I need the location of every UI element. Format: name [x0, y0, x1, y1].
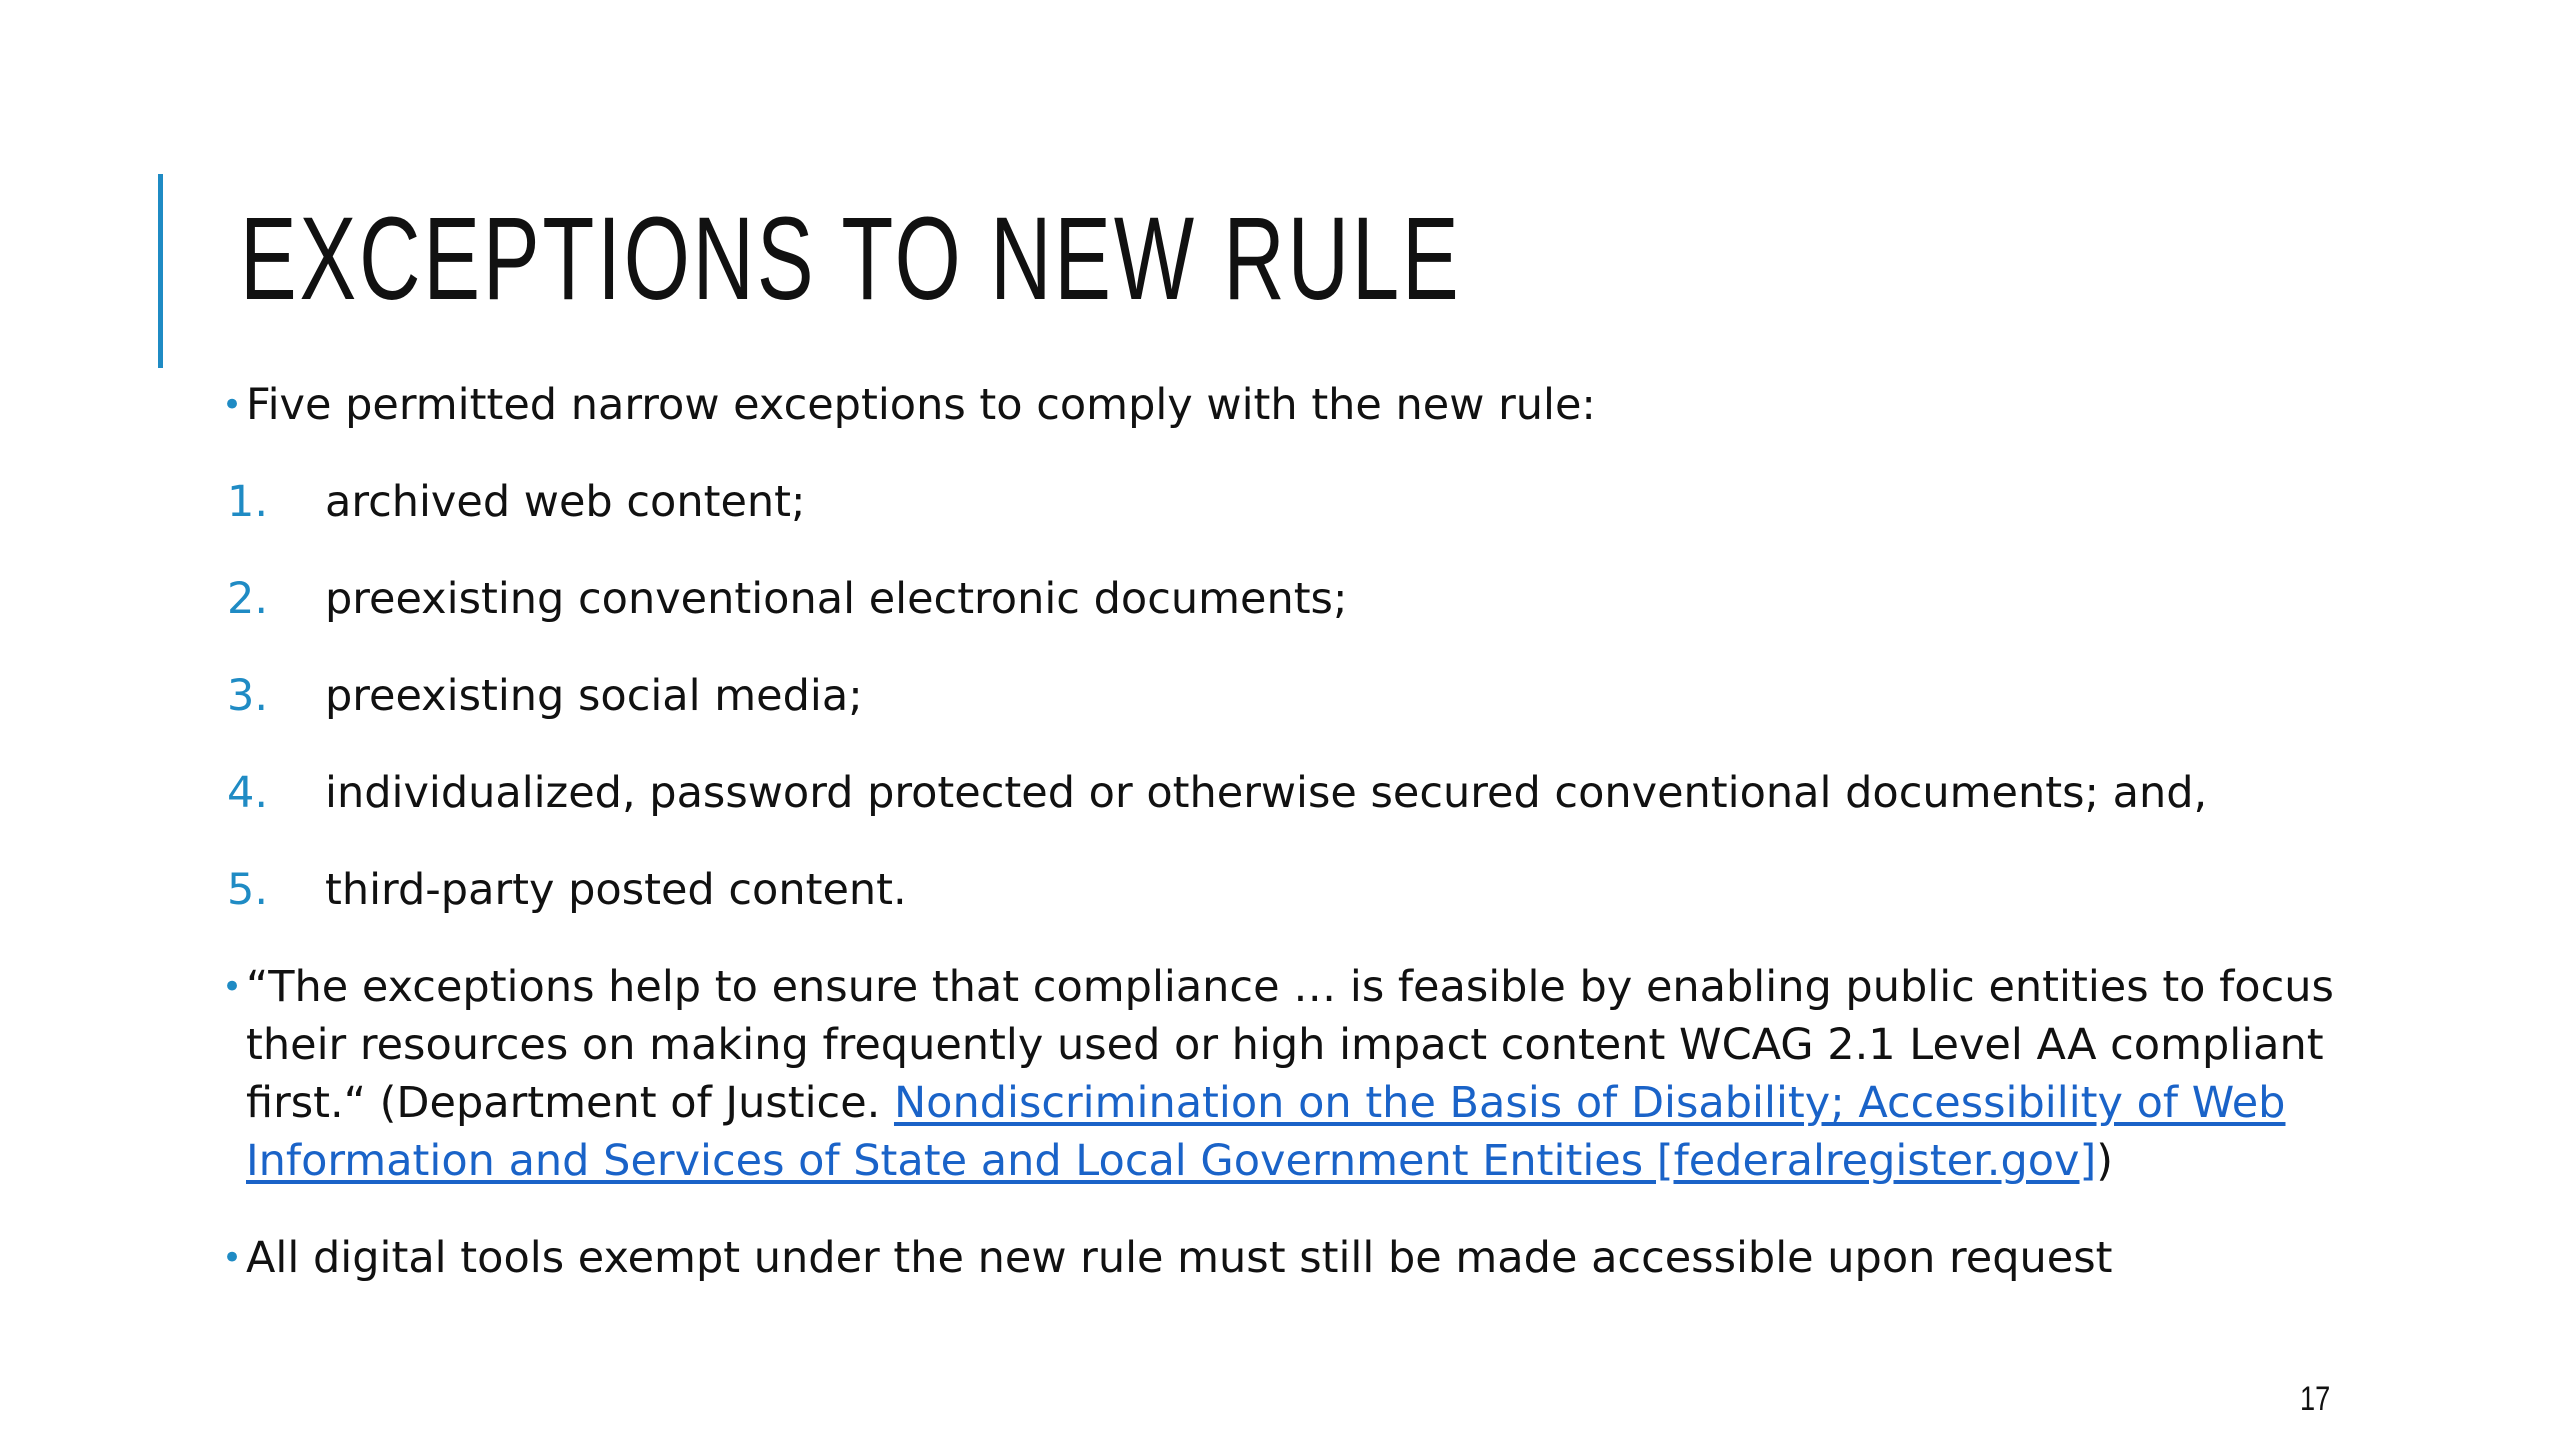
intro-text: Five permitted narrow exceptions to comply with the new rule: — [246, 380, 1596, 430]
exception-text: individualized, password protected or otherwise secured conventional documents; and, — [325, 768, 2208, 818]
exception-text: archived web content; — [325, 477, 806, 527]
exceptions-list — [222, 473, 2362, 919]
slide-title: EXCEPTIONS TO NEW RULE — [240, 193, 1462, 325]
bullet-icon: • — [222, 1238, 243, 1278]
closing-text: All digital tools exempt under the new rule must still be made accessible upon request — [246, 1233, 2113, 1283]
exception-item — [222, 861, 2362, 919]
exception-item — [222, 570, 2362, 628]
federal-register-link[interactable]: Nondiscrimination on the Basis of Disability; Accessibility of Web Information and Services of State and Local Government Entities [federalregister.gov] — [246, 1078, 2286, 1186]
exception-number: 2. — [227, 574, 269, 624]
exception-item — [222, 473, 2362, 531]
exception-number: 3. — [227, 671, 269, 721]
bullet-icon: • — [222, 385, 243, 425]
exception-number: 5. — [227, 865, 269, 915]
closing-bullet — [222, 1229, 2362, 1287]
intro-bullet — [222, 376, 2362, 434]
slide-body — [222, 376, 2362, 1326]
exception-text: third-party posted content. — [325, 865, 907, 915]
exception-text: preexisting conventional electronic documents; — [325, 574, 1348, 624]
title-accent-bar — [158, 174, 163, 368]
quote-bullet — [222, 958, 2362, 1190]
page-number: 17 — [2300, 1380, 2331, 1418]
quote-text: “The exceptions help to ensure that compliance … is feasible by enabling public entities to focus their resources on making frequently used or high impact content WCAG 2.1 Level AA compliant first.“ (Department of Justice. — [246, 962, 2334, 1128]
exception-item — [222, 764, 2362, 822]
exception-item — [222, 667, 2362, 725]
exception-text: preexisting social media; — [325, 671, 863, 721]
exception-number: 1. — [227, 477, 269, 527]
quote-closing: ) — [2096, 1136, 2114, 1186]
exception-number: 4. — [227, 768, 269, 818]
bullet-icon: • — [222, 967, 243, 1007]
